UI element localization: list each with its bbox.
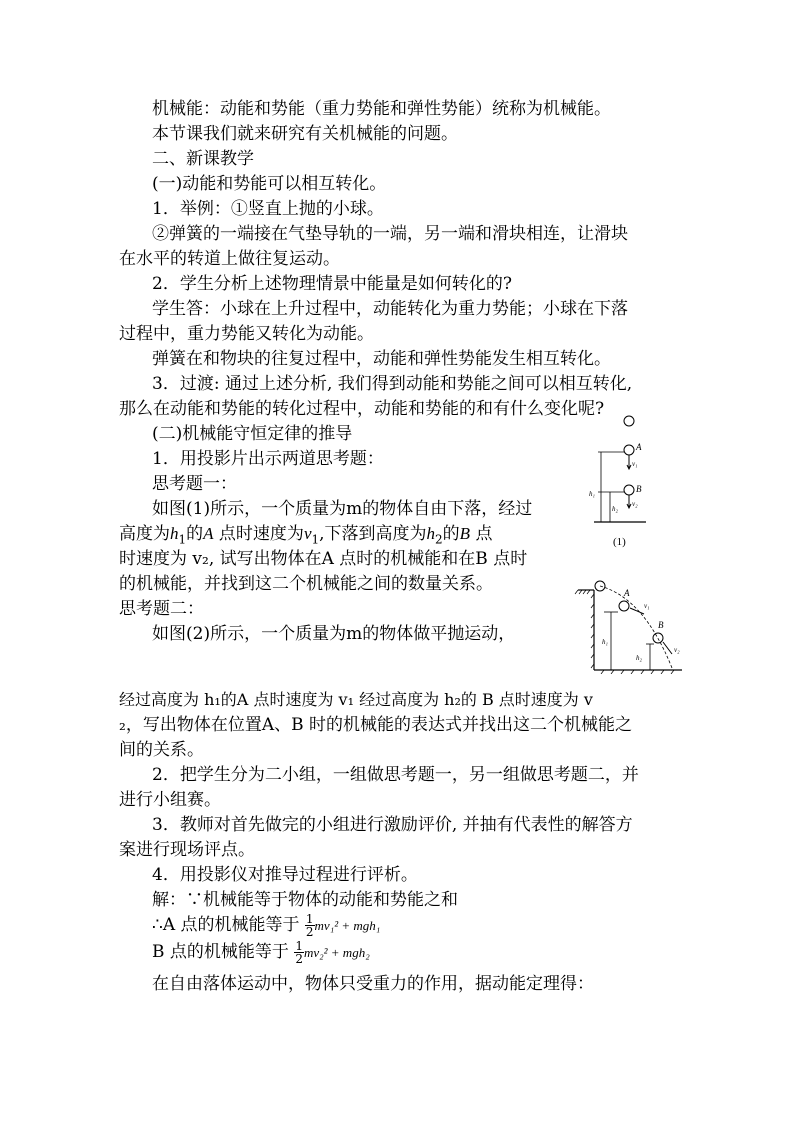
ball-icon [624,416,634,426]
text-line: 间的关系。 [119,740,204,760]
label-B: B [658,620,664,630]
text-line: 1．举例：①竖直上抛的小球。 [152,199,384,219]
text-line: 在自由落体运动中，物体只受重力的作用，据动能定理得： [152,974,594,994]
text-run: 点 [470,524,493,544]
text-line: 学生答：小球在上升过程中，动能转化为重力势能；小球在下落 [152,299,628,319]
symbol-v: v [303,524,312,543]
label-h1: h₁ [589,490,595,498]
formula-line [152,913,380,938]
label-v2: v₂ [632,500,638,508]
label-v1: v₁ [644,602,650,610]
ball-icon [624,485,634,495]
text-line: 本节课我们就来研究有关机械能的问题。 [152,124,458,144]
text-line: 如图(2)所示，一个质量为m的物体做平抛运动， [152,624,516,644]
figure-projectile [574,580,686,674]
text-line: ②弹簧的一端接在气垫导轨的一端，另一端和滑块相连，让滑块 [152,224,628,244]
velocity-arrow [663,642,672,654]
text-line: 弹簧在和物块的往复过程中，动能和弹性势能发生相互转化。 [152,349,611,369]
symbol-h: h [170,524,179,543]
text-line: 进行小组赛。 [119,790,221,810]
text-run: 高度为 [119,524,170,544]
text-run: B 点的机械能等于 [152,942,289,962]
text-run: 点时速度为 [213,524,304,544]
text-line: 3．过渡: 通过上述分析, 我们得到动能和势能之间可以相互转化, [152,374,633,394]
subscript: 1 [178,532,187,547]
text-line: 思考题一： [152,474,237,494]
label-h2: h₂ [636,654,642,662]
formula-line [152,940,370,965]
subscript: 2 [435,532,443,547]
text-run: ,下落到高度为 [319,524,427,544]
text-line: 如图(1)所示，一个质量为m的物体自由下落，经过 [152,499,533,519]
text-line: 2．学生分析上述物理情景中能量是如何转化的? [152,274,512,294]
text-line: 解：∵机械能等于物体的动能和势能之和 [152,890,458,910]
text-line: 在水平的转道上做往复运动。 [119,249,340,269]
formula-expression: mv₂² + mgh₂ [303,945,370,960]
ball-icon [619,601,629,611]
figure-free-fall [586,410,666,550]
text-line: 经过高度为 h₁的A 点时速度为 v₁ 经过高度为 h₂的 B 点时速度为 v [119,690,593,709]
text-line: 过程中，重力势能又转化为动能。 [119,324,374,344]
text-line: 1．用投影片出示两道思考题： [152,449,384,469]
label-h1: h₁ [602,638,608,646]
ball-icon [653,633,663,643]
label-v1: v₁ [632,460,638,468]
label-A: A [636,442,642,452]
hatching [575,590,674,674]
ball-icon [624,445,634,455]
text-line: 3．教师对首先做完的小组进行激励评价, 并抽有代表性的解答方 [152,815,633,835]
subscript: 1 [311,532,320,547]
subsection-heading: (一)动能和势能可以相互转化。 [152,174,387,194]
formula-expression: mv₁² + mgh₁ [314,918,381,933]
label-B: B [636,484,642,494]
text-line: 的机械能，并找到这二个机械能之间的数量关系。 [119,574,493,594]
subsection-heading: (二)机械能守恒定律的推导 [152,424,353,444]
symbol-B: B [459,524,471,543]
text-run: ∴A 点的机械能等于 [152,915,300,935]
velocity-arrow [630,608,644,614]
label-h2: h₂ [612,505,618,513]
fraction: $\frac{1}{2}$ [295,939,303,966]
text-line: 那么在动能和势能的转化过程中，动能和势能的和有什么变化呢? [119,399,605,419]
text-line: 思考题二： [119,599,204,619]
label-A: A [624,588,630,598]
symbol-A: A [203,524,214,543]
symbol-h: h [426,524,436,543]
text-run: 的 [442,524,460,544]
text-line: 案进行现场评点。 [119,840,255,860]
section-heading: 二、新课教学 [152,149,254,169]
label-v2: v₂ [674,646,680,654]
text-run: 的 [186,524,204,544]
text-line: 4．用投影仪对推导过程进行评析。 [152,865,418,885]
text-line: 2．把学生分为二小组，一组做思考题一，另一组做思考题二，并 [152,765,639,785]
fraction: $\frac{1}{2}$ [305,912,314,939]
text-line: 机械能：动能和势能（重力势能和弹性势能）统称为机械能。 [152,99,611,119]
text-line: ₂，写出物体在位置A、B 时的机械能的表达式并找出这二个机械能之 [119,715,632,735]
figure-caption: (1) [613,536,626,548]
text-line: 时速度为 v₂, 试写出物体在A 点时的机械能和在B 点时 [119,549,528,569]
